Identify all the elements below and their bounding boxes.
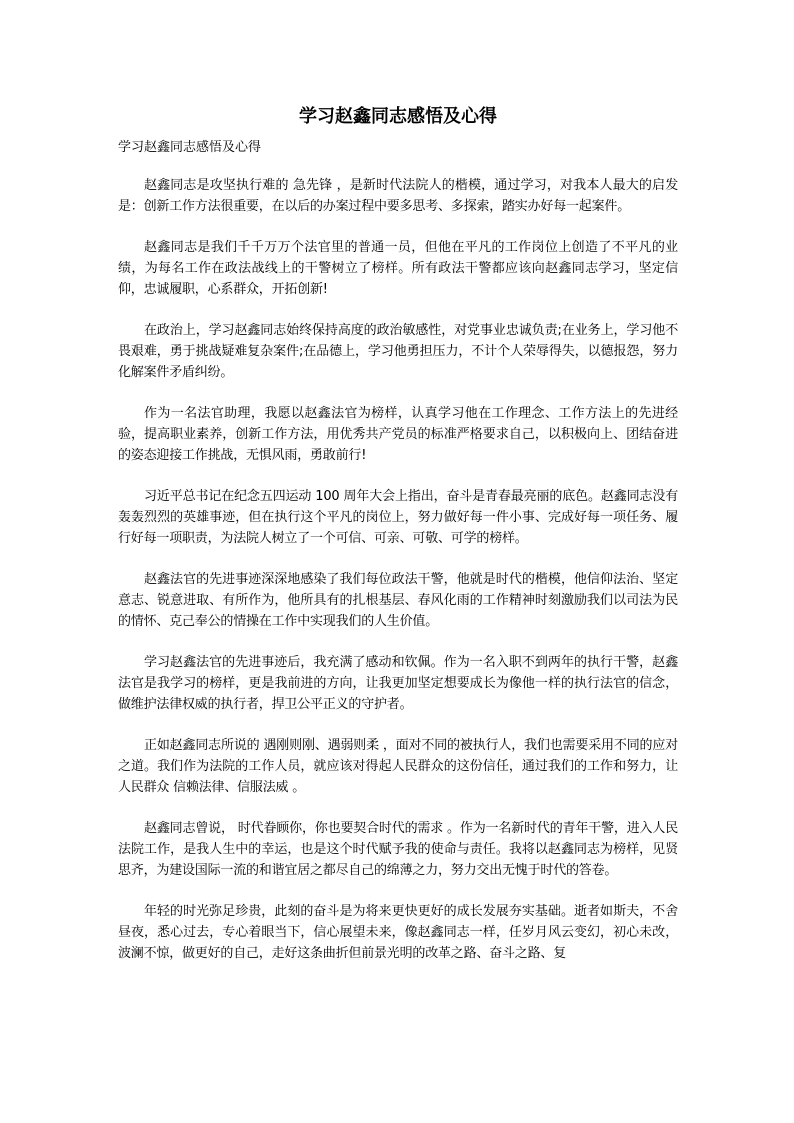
document-page [118, 104, 678, 984]
paragraph-6: 赵鑫法官的先进事迹深深地感染了我们每位政法干警，他就是时代的楷模，他信仰法治、坚定意志、锐意进取、有所作为，他所具有的扎根基层、春风化雨的工作精神时刻激励我们以司法为民的情怀、克己奉公的情操在工作中实现我们的人生价值。 [118, 572, 678, 629]
paragraph-1: 赵鑫同志是攻坚执行难的 急先锋 ，是新时代法院人的楷模，通过学习，对我本人最大的启发是：创新工作方法很重要，在以后的办案过程中要多思考、多探索，踏实办好每一起案件。 [118, 178, 678, 214]
paragraph-9: 赵鑫同志曾说， 时代眷顾你，你也要契合时代的需求 。作为一名新时代的青年干警，进入人民法院工作，是我人生中的幸运，也是这个时代赋予我的使命与责任。我将以赵鑫同志为榜样，见贤思齐，为建设国际一流的和谐宜居之都尽自己的绵薄之力，努力交出无愧于时代的答卷。 [118, 821, 678, 878]
document-subtitle: 学习赵鑫同志感悟及心得 [118, 140, 262, 155]
paragraph-7: 学习赵鑫法官的先进事迹后，我充满了感动和钦佩。作为一名入职不到两年的执行干警，赵鑫法官是我学习的榜样，更是我前进的方向，让我更加坚定想要成长为像他一样的执行法官的信念，做维护法律权威的执行者，捍卫公平正义的守护者。 [118, 655, 678, 712]
paragraph-4: 作为一名法官助理，我愿以赵鑫法官为榜样，认真学习他在工作理念、工作方法上的先进经验，提高职业素养，创新工作方法，用优秀共产党员的标准严格要求自己，以积极向上、团结奋进的姿态迎接工作挑战，无惧风雨，勇敢前行! [118, 406, 678, 463]
paragraph-2: 赵鑫同志是我们千千万万个法官里的普通一员，但他在平凡的工作岗位上创造了不平凡的业绩，为每名工作在政法战线上的干警树立了榜样。所有政法干警都应该向赵鑫同志学习，坚定信仰，忠诚履职，心系群众，开拓创新! [118, 240, 678, 297]
paragraph-5: 习近平总书记在纪念五四运动 100 周年大会上指出，奋斗是青春最亮丽的底色。赵鑫同志没有轰轰烈烈的英雄事迹，但在执行这个平凡的岗位上，努力做好每一件小事、完成好每一项任务、履行好每一项职责，为法院人树立了一个可信、可亲、可敬、可学的榜样。 [118, 489, 678, 546]
paragraph-3: 在政治上，学习赵鑫同志始终保持高度的政治敏感性，对党事业忠诚负责;在业务上，学习他不畏艰难，勇于挑战疑难复杂案件;在品德上，学习他勇担压力，不计个人荣辱得失，以德报怨，努力化解案件矛盾纠纷。 [118, 323, 678, 380]
document-title: 学习赵鑫同志感悟及心得 [299, 106, 497, 127]
paragraph-8: 正如赵鑫同志所说的 遇刚则刚、遇弱则柔 ，面对不同的被执行人，我们也需要采用不同的应对之道。我们作为法院的工作人员，就应该对得起人民群众的这份信任，通过我们的工作和努力，让人民群众 信赖法律、信服法威 。 [118, 738, 678, 795]
paragraph-10: 年轻的时光弥足珍贵，此刻的奋斗是为将来更快更好的成长发展夯实基础。逝者如斯夫，不舍昼夜，悉心过去，专心着眼当下，信心展望未来，像赵鑫同志一样，任岁月风云变幻，初心未改，波澜不惊，做更好的自己，走好这条曲折但前景光明的改革之路、奋斗之路、复 [118, 904, 678, 961]
